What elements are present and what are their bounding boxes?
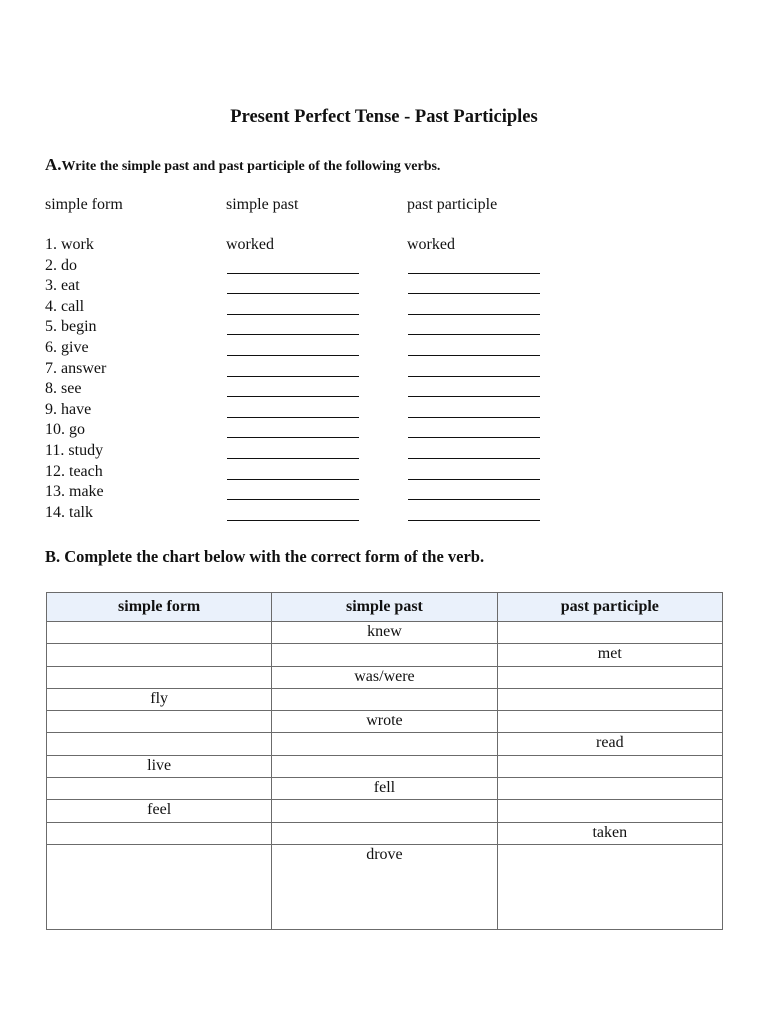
section-a-text: Write the simple past and past participle of the following verbs. <box>61 159 441 174</box>
past-participle-cell[interactable] <box>497 666 722 688</box>
past-participle-blank[interactable] <box>408 520 540 521</box>
chart-header-simple-past: simple past <box>272 593 497 622</box>
verb-label: 3. eat <box>45 277 80 295</box>
verb-label: 6. give <box>45 339 89 356</box>
past-participle-blank[interactable] <box>408 417 540 418</box>
chart-header-past-participle: past participle <box>497 593 722 622</box>
simple-past-blank[interactable] <box>227 396 359 397</box>
simple-form-cell: live <box>47 755 272 777</box>
simple-past-cell: drove <box>272 844 497 929</box>
past-participle-blank[interactable] <box>408 499 540 500</box>
list-item <box>0 401 768 422</box>
past-participle-blank[interactable] <box>408 376 540 377</box>
verb-label: 10. go <box>45 421 85 439</box>
table-row <box>47 666 723 688</box>
list-item <box>0 421 768 442</box>
past-participle-blank[interactable] <box>408 396 540 397</box>
verb-label: 12. teach <box>45 462 103 480</box>
simple-past-cell[interactable] <box>272 688 497 710</box>
chart-header-row <box>47 593 723 622</box>
simple-past-blank[interactable] <box>227 376 359 377</box>
simple-form-cell[interactable] <box>47 666 272 688</box>
past-participle-blank[interactable] <box>408 273 540 274</box>
table-row <box>47 688 723 710</box>
table-row <box>47 622 723 644</box>
list-item <box>0 360 768 381</box>
list-item <box>0 236 768 257</box>
past-participle-cell: taken <box>497 822 722 844</box>
table-row <box>47 800 723 822</box>
page-title: Present Perfect Tense - Past Participles <box>230 107 538 127</box>
simple-past-cell: knew <box>272 622 497 644</box>
table-row <box>47 733 723 755</box>
table-row <box>47 822 723 844</box>
verb-chart <box>46 592 723 930</box>
simple-past-answer: worked <box>226 236 274 253</box>
list-item <box>0 504 768 525</box>
simple-past-blank[interactable] <box>227 293 359 294</box>
verb-label: 11. study <box>45 442 104 459</box>
simple-past-cell[interactable] <box>272 755 497 777</box>
header-simple-past: simple past <box>226 196 299 213</box>
simple-past-cell: fell <box>272 778 497 800</box>
past-participle-cell[interactable] <box>497 711 722 733</box>
table-row <box>47 844 723 929</box>
simple-form-cell[interactable] <box>47 844 272 929</box>
verb-label: 4. call <box>45 297 85 315</box>
past-participle-blank[interactable] <box>408 334 540 335</box>
verb-label: 2. do <box>45 256 77 274</box>
simple-form-cell[interactable] <box>47 644 272 666</box>
simple-past-cell[interactable] <box>272 644 497 666</box>
past-participle-blank[interactable] <box>408 437 540 438</box>
verb-label: 8. see <box>45 380 82 398</box>
simple-past-blank[interactable] <box>227 355 359 356</box>
simple-past-blank[interactable] <box>227 499 359 500</box>
simple-past-cell[interactable] <box>272 822 497 844</box>
simple-form-cell[interactable] <box>47 822 272 844</box>
past-participle-cell[interactable] <box>497 778 722 800</box>
verb-label: 13. make <box>45 483 104 501</box>
simple-past-cell: wrote <box>272 711 497 733</box>
section-a-instruction <box>45 155 440 175</box>
simple-past-blank[interactable] <box>227 334 359 335</box>
simple-past-cell[interactable] <box>272 800 497 822</box>
simple-past-blank[interactable] <box>227 458 359 459</box>
simple-past-cell: was/were <box>272 666 497 688</box>
list-item <box>0 257 768 278</box>
chart-header-simple-form: simple form <box>47 593 272 622</box>
simple-past-blank[interactable] <box>227 314 359 315</box>
past-participle-cell[interactable] <box>497 688 722 710</box>
simple-form-cell[interactable] <box>47 733 272 755</box>
past-participle-blank[interactable] <box>408 314 540 315</box>
section-b-instruction: B. Complete the chart below with the correct form of the verb. <box>45 547 485 566</box>
table-row <box>47 644 723 666</box>
past-participle-answer: worked <box>407 236 455 253</box>
verb-label: 9. have <box>45 400 92 418</box>
header-simple-form: simple form <box>45 196 123 213</box>
simple-form-cell[interactable] <box>47 622 272 644</box>
table-row <box>47 778 723 800</box>
simple-form-cell[interactable] <box>47 711 272 733</box>
past-participle-blank[interactable] <box>408 355 540 356</box>
simple-form-cell: fly <box>47 688 272 710</box>
list-item <box>0 380 768 401</box>
verb-label: 1. work <box>45 236 94 253</box>
simple-past-blank[interactable] <box>227 273 359 274</box>
past-participle-cell: read <box>497 733 722 755</box>
list-item <box>0 483 768 504</box>
list-item <box>0 442 768 463</box>
simple-past-blank[interactable] <box>227 437 359 438</box>
verb-label: 14. talk <box>45 503 93 521</box>
section-a-letter: A. <box>45 155 62 174</box>
table-row <box>47 755 723 777</box>
past-participle-blank[interactable] <box>408 479 540 480</box>
simple-past-blank[interactable] <box>227 479 359 480</box>
simple-past-blank[interactable] <box>227 417 359 418</box>
chart-body <box>47 622 723 930</box>
verb-label: 7. answer <box>45 359 107 377</box>
past-participle-cell: met <box>497 644 722 666</box>
past-participle-blank[interactable] <box>408 293 540 294</box>
past-participle-cell[interactable] <box>497 622 722 644</box>
verb-label: 5. begin <box>45 318 97 336</box>
simple-past-blank[interactable] <box>227 520 359 521</box>
past-participle-cell[interactable] <box>497 755 722 777</box>
list-item <box>0 463 768 484</box>
list-item <box>0 339 768 360</box>
list-item <box>0 277 768 298</box>
past-participle-blank[interactable] <box>408 458 540 459</box>
list-item <box>0 318 768 339</box>
simple-form-cell: feel <box>47 800 272 822</box>
past-participle-cell[interactable] <box>497 800 722 822</box>
simple-form-cell[interactable] <box>47 778 272 800</box>
past-participle-cell[interactable] <box>497 844 722 929</box>
list-item <box>0 298 768 319</box>
simple-past-cell[interactable] <box>272 733 497 755</box>
table-row <box>47 711 723 733</box>
header-past-participle: past participle <box>407 196 498 213</box>
